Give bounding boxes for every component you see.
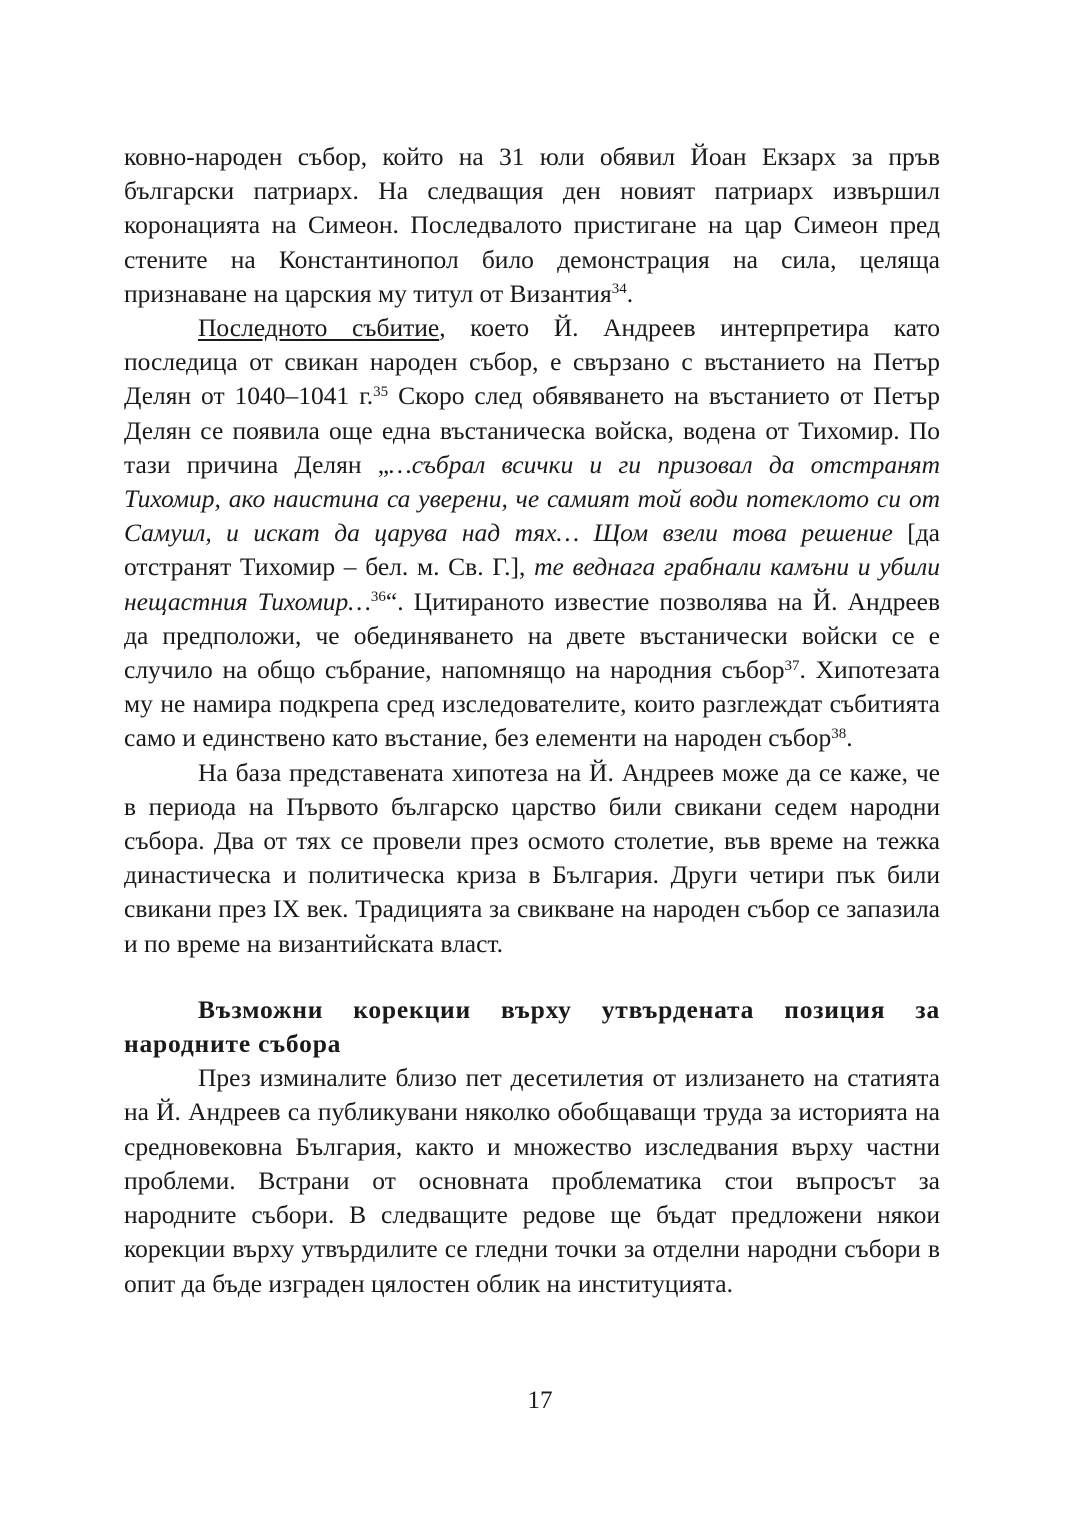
paragraph-2-text-1: , което Й. Андреев интерпретира като последица от свикан народен събор, е свързано с въстанието на Петър Делян от 1040–1041 г. bbox=[124, 313, 940, 411]
paragraph-1 bbox=[124, 140, 940, 311]
paragraph-1-end: . bbox=[626, 278, 634, 308]
paragraph-2-text-3: “. Цитираното известие позволява на Й. Андреев да предположи, че обединяването на двете въстанически войски се е случило на общо събрание, напомнящо на народния събор bbox=[124, 586, 940, 685]
footnote-ref-37[interactable]: 37 bbox=[784, 657, 800, 674]
quotation-italic-2: те веднага грабнали камъни и убили нещастния Тихомир… bbox=[124, 552, 940, 616]
paragraph-4: През изминалите близо пет десетилетия от излизането на статията на Й. Андреев са публикувани няколко обобщаващи труда за историята на средновековна България, както и множество изследвания върху частни проблеми. Встрани от основната проблематика стои въпросът за народните събори. В следващите редове ще бъдат предложени някои корекции върху утвърдилите се гледни точки за отделни народни събори в опит да бъде изграден цялостен облик на институцията. bbox=[124, 1063, 940, 1298]
footnote-ref-35[interactable]: 35 bbox=[373, 383, 389, 400]
section-spacer bbox=[124, 961, 940, 993]
page-number: 17 bbox=[527, 1387, 553, 1414]
underlined-phrase: Последното събитие bbox=[198, 313, 440, 343]
paragraph-2-end: . bbox=[846, 723, 853, 753]
footnote-ref-34[interactable]: 34 bbox=[611, 281, 627, 298]
paragraph-2-text-2: Скоро след обявяването на въстанието от Петър Делян се появила още една въстаническа войска, водена от Тихомир. По тази причина Делян „ bbox=[124, 381, 940, 479]
page-body bbox=[124, 140, 940, 1301]
paragraph-1-text: ковно-народен събор, който на 31 юли обявил Йоан Екзарх за пръв български патриарх. На следващия ден новият патриарх извършил коронацията на Симеон. Последвалото пристигане на цар Симеон пред стените на Константинопол било демонстрация на сила, целяща признаване на царския му титул от Византия bbox=[124, 142, 940, 308]
footnote-ref-36[interactable]: 36 bbox=[370, 589, 386, 606]
paragraph-2-text-4: . Хипотезата му не намира подкрепа сред изследователите, които разглеждат събитията само и единствено като въстание, без елементи на народен събор bbox=[124, 655, 940, 753]
quotation-italic-1: …събрал всички и ги призовал да отстранят Тихомир, ако наистина са уверени, че самият той води потеклото си от Самуил, и искат да царува над тях… Щом взели това решение bbox=[124, 449, 940, 548]
section-heading: Възможни корекции върху утвърдената позиция за народните събора bbox=[124, 994, 940, 1059]
footnote-ref-38[interactable]: 38 bbox=[831, 725, 847, 742]
paragraph-3: На база представената хипотеза на Й. Андреев може да се каже, че в периода на Първото българско царство били свикани седем народни събора. Два от тях се провели през осмото столетие, във време на тежка династическа и политическа криза в България. Други четири пък били свикани през IX век. Традицията за свикване на народен събор се запазила и по време на византийската власт. bbox=[124, 757, 940, 958]
editor-note-bracket: [да отстранят Тихомир – бел. м. Св. Г.], bbox=[124, 518, 940, 582]
paragraph-2 bbox=[124, 311, 940, 756]
